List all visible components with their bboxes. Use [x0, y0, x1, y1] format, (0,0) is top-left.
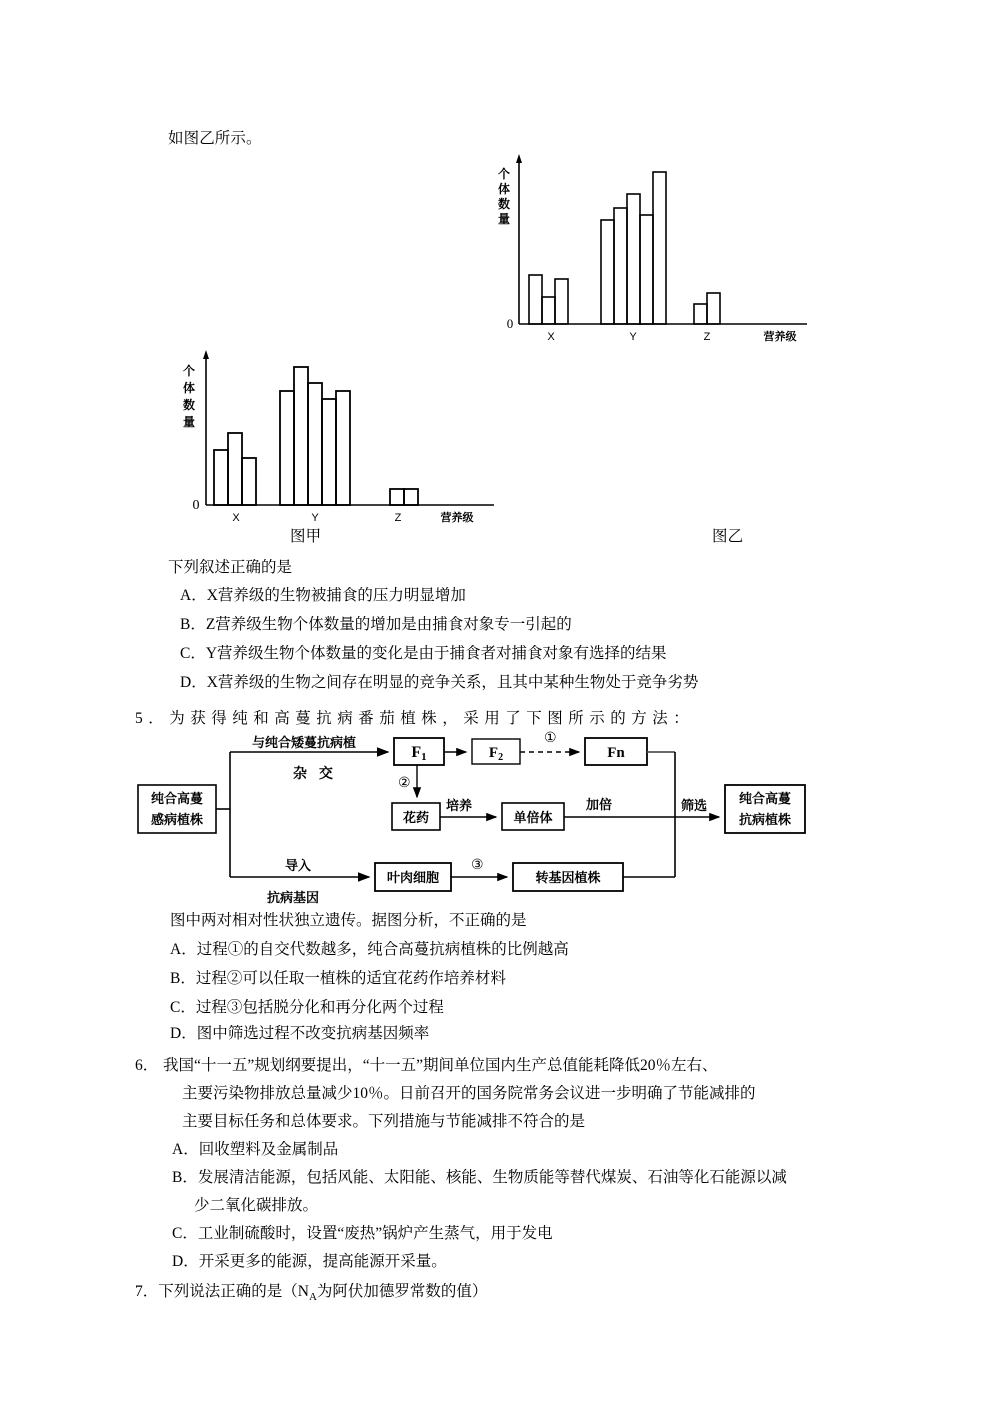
question6-option-b: B．发展清洁能源，包括风能、太阳能、核能、生物质能等替代煤炭、石油等化石能源以减: [172, 1169, 787, 1186]
svg-text:体: 体: [182, 381, 196, 395]
svg-text:叶肉细胞: 叶肉细胞: [386, 870, 440, 885]
svg-text:导入: 导入: [285, 858, 312, 873]
question5-after-figure: 图中两对相对性状独立遗传。据图分析，不正确的是: [170, 912, 527, 929]
svg-text:量: 量: [182, 415, 196, 429]
svg-text:加倍: 加倍: [586, 797, 613, 812]
question4-option-c: C．Y营养级生物个体数量的变化是由于捕食者对捕食对象有选择的结果: [180, 645, 667, 662]
svg-text:与纯合矮蔓抗病植: 与纯合矮蔓抗病植: [252, 735, 357, 750]
svg-text:Z: Z: [703, 331, 711, 343]
question5-flowchart: [130, 730, 890, 905]
svg-text:营养级: 营养级: [763, 331, 797, 343]
svg-text:Y: Y: [311, 512, 319, 524]
svg-text:F2: $F_2$: [488, 745, 504, 763]
question5-stem: 为获得纯和高蔓抗病番茄植株，采用了下图所示的方法：: [169, 710, 695, 727]
question5-option-b: B．过程②可以任取一植株的适宜花药作培养材料: [170, 970, 506, 987]
question6-option-c: C．工业制硫酸时，设置“废热”锅炉产生蒸气，用于发电: [172, 1225, 553, 1242]
question6-option-a: A．回收塑料及金属制品: [172, 1141, 339, 1158]
figure-caption-right: 图乙: [712, 528, 744, 545]
question7-stem-pre: 下列说法正确的是（N: [158, 1283, 309, 1300]
svg-text:数: 数: [182, 398, 196, 412]
svg-text:单倍体: 单倍体: [513, 810, 553, 825]
question6-stem-line-1: 我国“十一五”规划纲要提出，“十一五”期间单位国内生产总值能耗降低20％左右、: [163, 1057, 718, 1074]
svg-text:杂 交: 杂 交: [293, 765, 337, 781]
question4-stem: 下列叙述正确的是: [168, 559, 293, 576]
svg-text:筛选: 筛选: [681, 798, 708, 813]
svg-text:③: ③: [471, 856, 484, 872]
question4-option-d: D．X营养级的生物之间存在明显的竞争关系，且其中某种生物处于竞争劣势: [180, 674, 699, 691]
svg-text:个: 个: [182, 364, 196, 378]
svg-text:培养: 培养: [446, 798, 473, 813]
question4-option-b: B．Z营养级生物个体数量的增加是由捕食对象专一引起的: [180, 616, 572, 633]
question6-option-d: D．开采更多的能源，提高能源开采量。: [172, 1253, 447, 1270]
svg-text:纯合高蔓: 纯合高蔓: [738, 791, 792, 806]
intro-line: 如图乙所示。: [168, 130, 262, 147]
svg-text:X: X: [547, 331, 555, 343]
svg-text:①: ①: [544, 729, 557, 745]
svg-text:纯合高蔓: 纯合高蔓: [150, 791, 204, 806]
question5-option-d: D．图中筛选过程不改变抗病基因频率: [170, 1025, 430, 1042]
question6-stem-line-3: 主要目标任务和总体要求。下列措施与节能减排不符合的是: [182, 1113, 586, 1130]
question6-stem-line-2: 主要污染物排放总量减少10％。日前召开的国务院常务会议进一步明确了节能减排的: [182, 1085, 756, 1102]
question7-stem-sub: A: [308, 1291, 317, 1304]
svg-text:体: 体: [497, 182, 511, 196]
question7-stem-post: 为阿伏加德罗常数的值）: [316, 1283, 488, 1300]
figure-caption-left: 图甲: [290, 528, 322, 545]
svg-text:0: 0: [506, 316, 514, 331]
question5-option-a: A．过程①的自交代数越多，纯合高蔓抗病植株的比例越高: [170, 941, 569, 958]
svg-text:感病植株: 感病植株: [150, 812, 204, 827]
question7-line: [135, 1279, 487, 1310]
svg-text:转基因植株: 转基因植株: [535, 870, 601, 885]
svg-text:F1: F1: [411, 744, 427, 763]
svg-text:营养级: 营养级: [440, 512, 474, 524]
svg-text:数: 数: [497, 197, 511, 211]
question5-number-and-stem: [135, 706, 694, 732]
chart-tu-jia: [176, 345, 506, 525]
question4-option-a: A．X营养级的生物被捕食的压力明显增加: [180, 587, 466, 604]
svg-text:抗病植株: 抗病植株: [738, 812, 792, 827]
svg-text:Y: Y: [629, 331, 637, 343]
svg-text:花药: 花药: [402, 810, 430, 825]
svg-text:抗病基因: 抗病基因: [267, 890, 320, 905]
question7-number: 7．: [135, 1283, 159, 1300]
svg-text:0: 0: [192, 498, 200, 513]
question5-option-c: C．过程③包括脱分化和再分化两个过程: [170, 999, 444, 1016]
svg-text:Z: Z: [394, 512, 402, 524]
question5-number: 5．: [135, 710, 170, 727]
question6-number: 6．: [135, 1057, 159, 1074]
svg-text:②: ②: [398, 774, 411, 790]
chart-tu-yi: [495, 152, 815, 343]
svg-text:Fn: Fn: [607, 745, 625, 761]
svg-text:量: 量: [497, 212, 511, 226]
svg-text:X: X: [232, 512, 240, 524]
svg-text:个: 个: [497, 167, 511, 181]
question6-option-b-cont: 少二氧化碳排放。: [194, 1197, 319, 1214]
